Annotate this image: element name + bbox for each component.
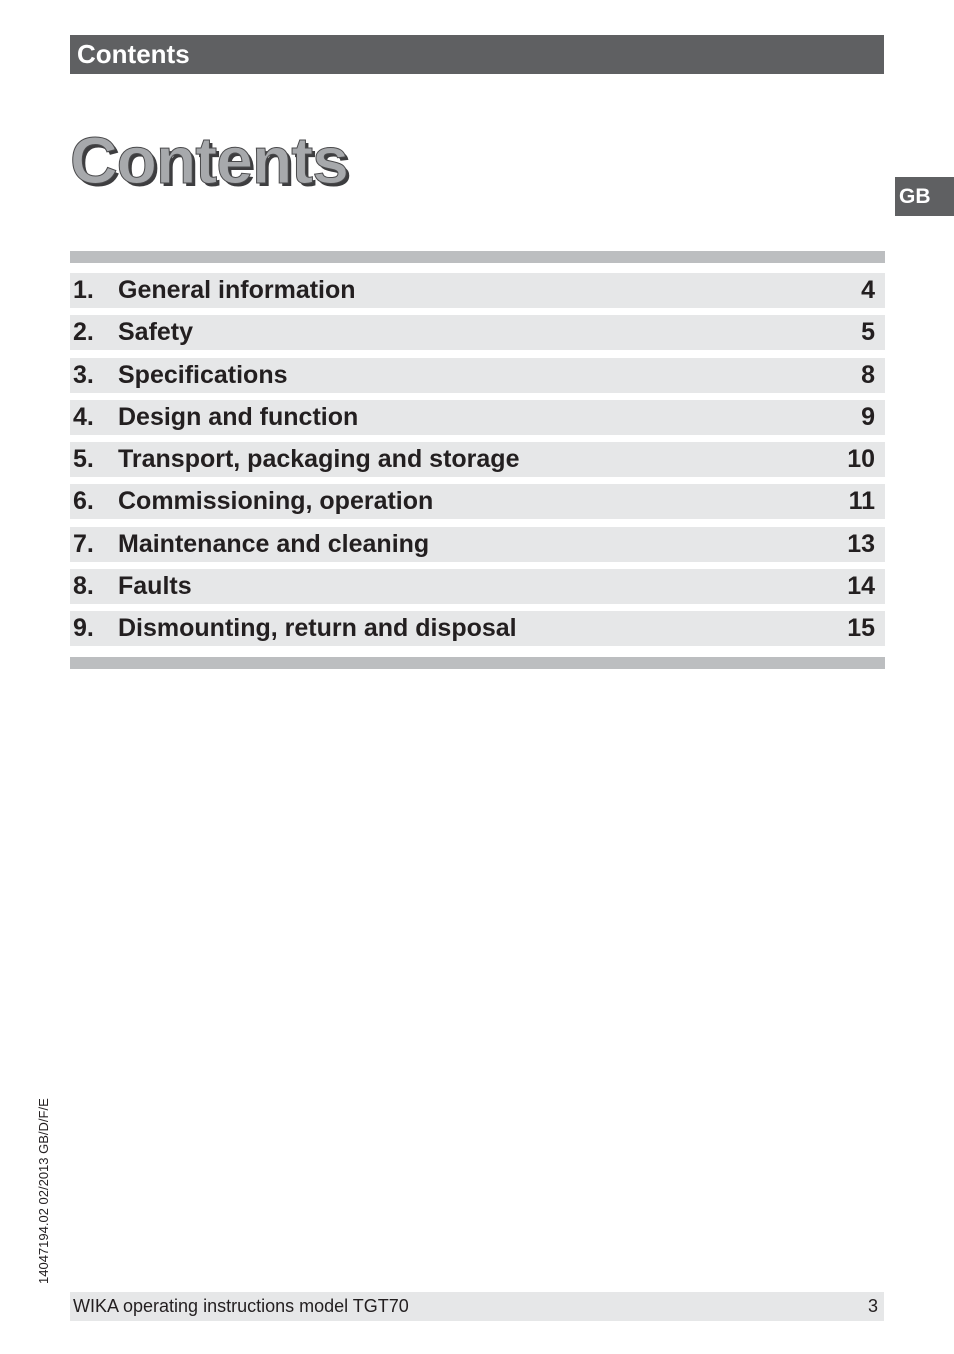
toc-entry-dismounting[interactable]	[70, 611, 885, 646]
toc-title: Design and function	[118, 402, 359, 431]
header-bar	[70, 35, 884, 74]
toc-number: 2.	[73, 318, 94, 347]
toc-number: 7.	[73, 529, 94, 558]
toc-page: 11	[848, 487, 875, 516]
toc-entry-commissioning[interactable]	[70, 484, 885, 519]
toc-title: Specifications	[118, 360, 288, 389]
toc-number: 8.	[73, 571, 94, 600]
document-code: 14047194.02 02/2013 GB/D/F/E	[36, 1098, 51, 1284]
toc-title: Commissioning, operation	[118, 487, 434, 516]
toc-bottom-rule	[70, 657, 885, 669]
toc-title: Transport, packaging and storage	[118, 445, 520, 473]
footer-page-number: 3	[867, 1296, 878, 1316]
toc-page: 8	[861, 360, 875, 389]
footer-bar	[70, 1292, 884, 1321]
toc-page: 13	[847, 529, 875, 558]
toc-number: 5.	[73, 445, 94, 473]
toc-page: 14	[847, 571, 875, 600]
toc-page: 5	[861, 318, 875, 347]
toc-number: 1.	[73, 276, 94, 304]
toc-top-rule	[70, 251, 885, 263]
toc-number: 6.	[73, 487, 94, 516]
toc-page: 9	[861, 402, 875, 431]
toc-entry-transport[interactable]	[70, 442, 885, 477]
toc-page: 4	[861, 276, 875, 304]
toc-entry-specifications[interactable]	[70, 358, 885, 393]
toc-page: 10	[847, 445, 875, 473]
toc-title: Faults	[118, 571, 192, 600]
footer-text: WIKA operating instructions model TGT70	[73, 1296, 409, 1316]
toc-entry-design-and-function[interactable]	[70, 400, 885, 435]
toc-page: 15	[847, 614, 875, 642]
toc-number: 3.	[73, 360, 94, 389]
toc-entry-general-information[interactable]	[70, 273, 885, 308]
toc-title: Maintenance and cleaning	[118, 529, 430, 558]
toc-title: Safety	[118, 318, 194, 347]
header-title: Contents	[77, 39, 190, 69]
toc-entry-maintenance[interactable]	[70, 527, 885, 562]
toc-number: 9.	[73, 614, 94, 642]
language-tab[interactable]: GB	[895, 177, 954, 216]
toc-title: Dismounting, return and disposal	[118, 614, 517, 642]
toc-entry-safety[interactable]	[70, 315, 885, 350]
page-title: Contents	[70, 123, 348, 197]
toc-title: General information	[118, 276, 356, 304]
table-of-contents	[70, 273, 885, 653]
toc-entry-faults[interactable]	[70, 569, 885, 604]
toc-number: 4.	[73, 402, 94, 431]
